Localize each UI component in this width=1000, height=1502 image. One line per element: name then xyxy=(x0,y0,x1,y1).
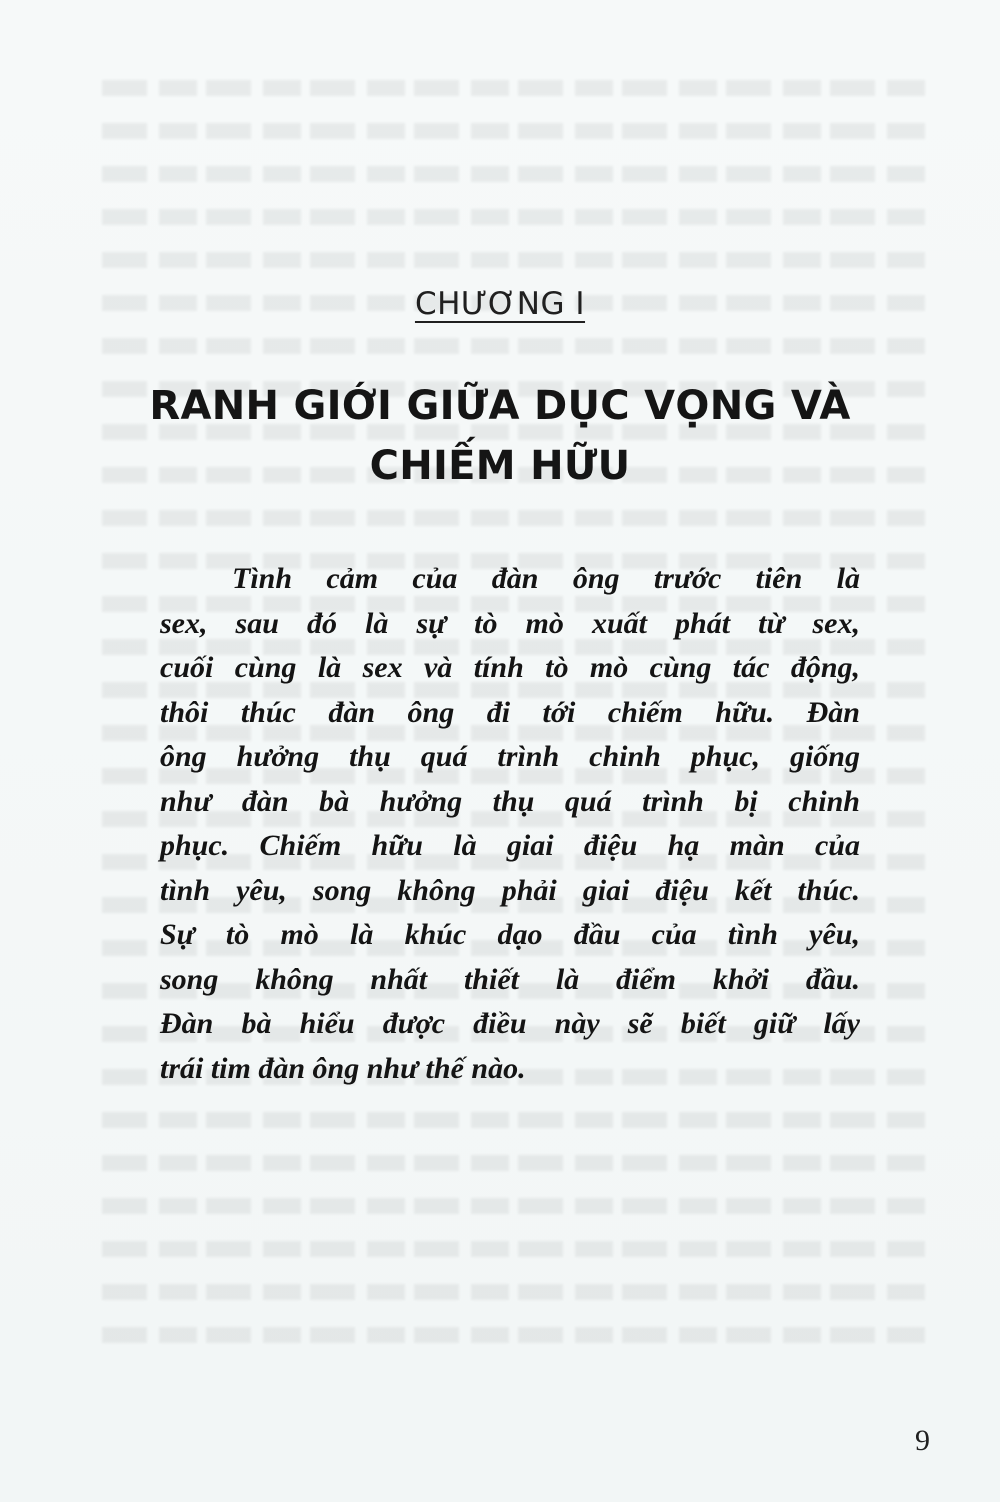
epigraph-line: Sự tò mò là khúc dạo đầu của tình yêu, xyxy=(160,918,860,951)
epigraph-line: phục. Chiếm hữu là giai điệu hạ màn của xyxy=(160,829,860,862)
epigraph-line: trái tim đàn ông như thế nào. xyxy=(160,1051,526,1085)
epigraph-line: sex, sau đó là sự tò mò xuất phát từ sex, xyxy=(160,606,860,640)
chapter-title-line-2: CHIẾM HỮU xyxy=(369,443,631,489)
chapter-label xyxy=(0,286,1000,322)
page-number: 9 xyxy=(915,1424,930,1457)
epigraph-line: tình yêu, song không phải giai điệu kết thúc. xyxy=(160,873,860,907)
epigraph-paragraph xyxy=(160,557,860,1091)
epigraph-line: thôi thúc đàn ông đi tới chiếm hữu. Đàn xyxy=(160,695,860,729)
epigraph-line: ông hưởng thụ quá trình chinh phục, giống xyxy=(160,740,860,773)
epigraph-line: cuối cùng là sex và tính tò mò cùng tác động, xyxy=(160,651,860,684)
epigraph-line: như đàn bà hưởng thụ quá trình bị chinh xyxy=(160,784,860,818)
epigraph-line: Tình cảm của đàn ông trước tiên là xyxy=(232,562,860,595)
epigraph-line: Đàn bà hiểu được điều này sẽ biết giữ lấy xyxy=(160,1007,860,1040)
chapter-title-line-1: RANH GIỚI GIỮA DỤC VỌNG VÀ xyxy=(149,383,851,429)
chapter-label-text: CHƯƠNG I xyxy=(414,286,586,322)
epigraph-line: song không nhất thiết là điểm khởi đầu. xyxy=(160,962,860,996)
chapter-title xyxy=(100,376,900,496)
